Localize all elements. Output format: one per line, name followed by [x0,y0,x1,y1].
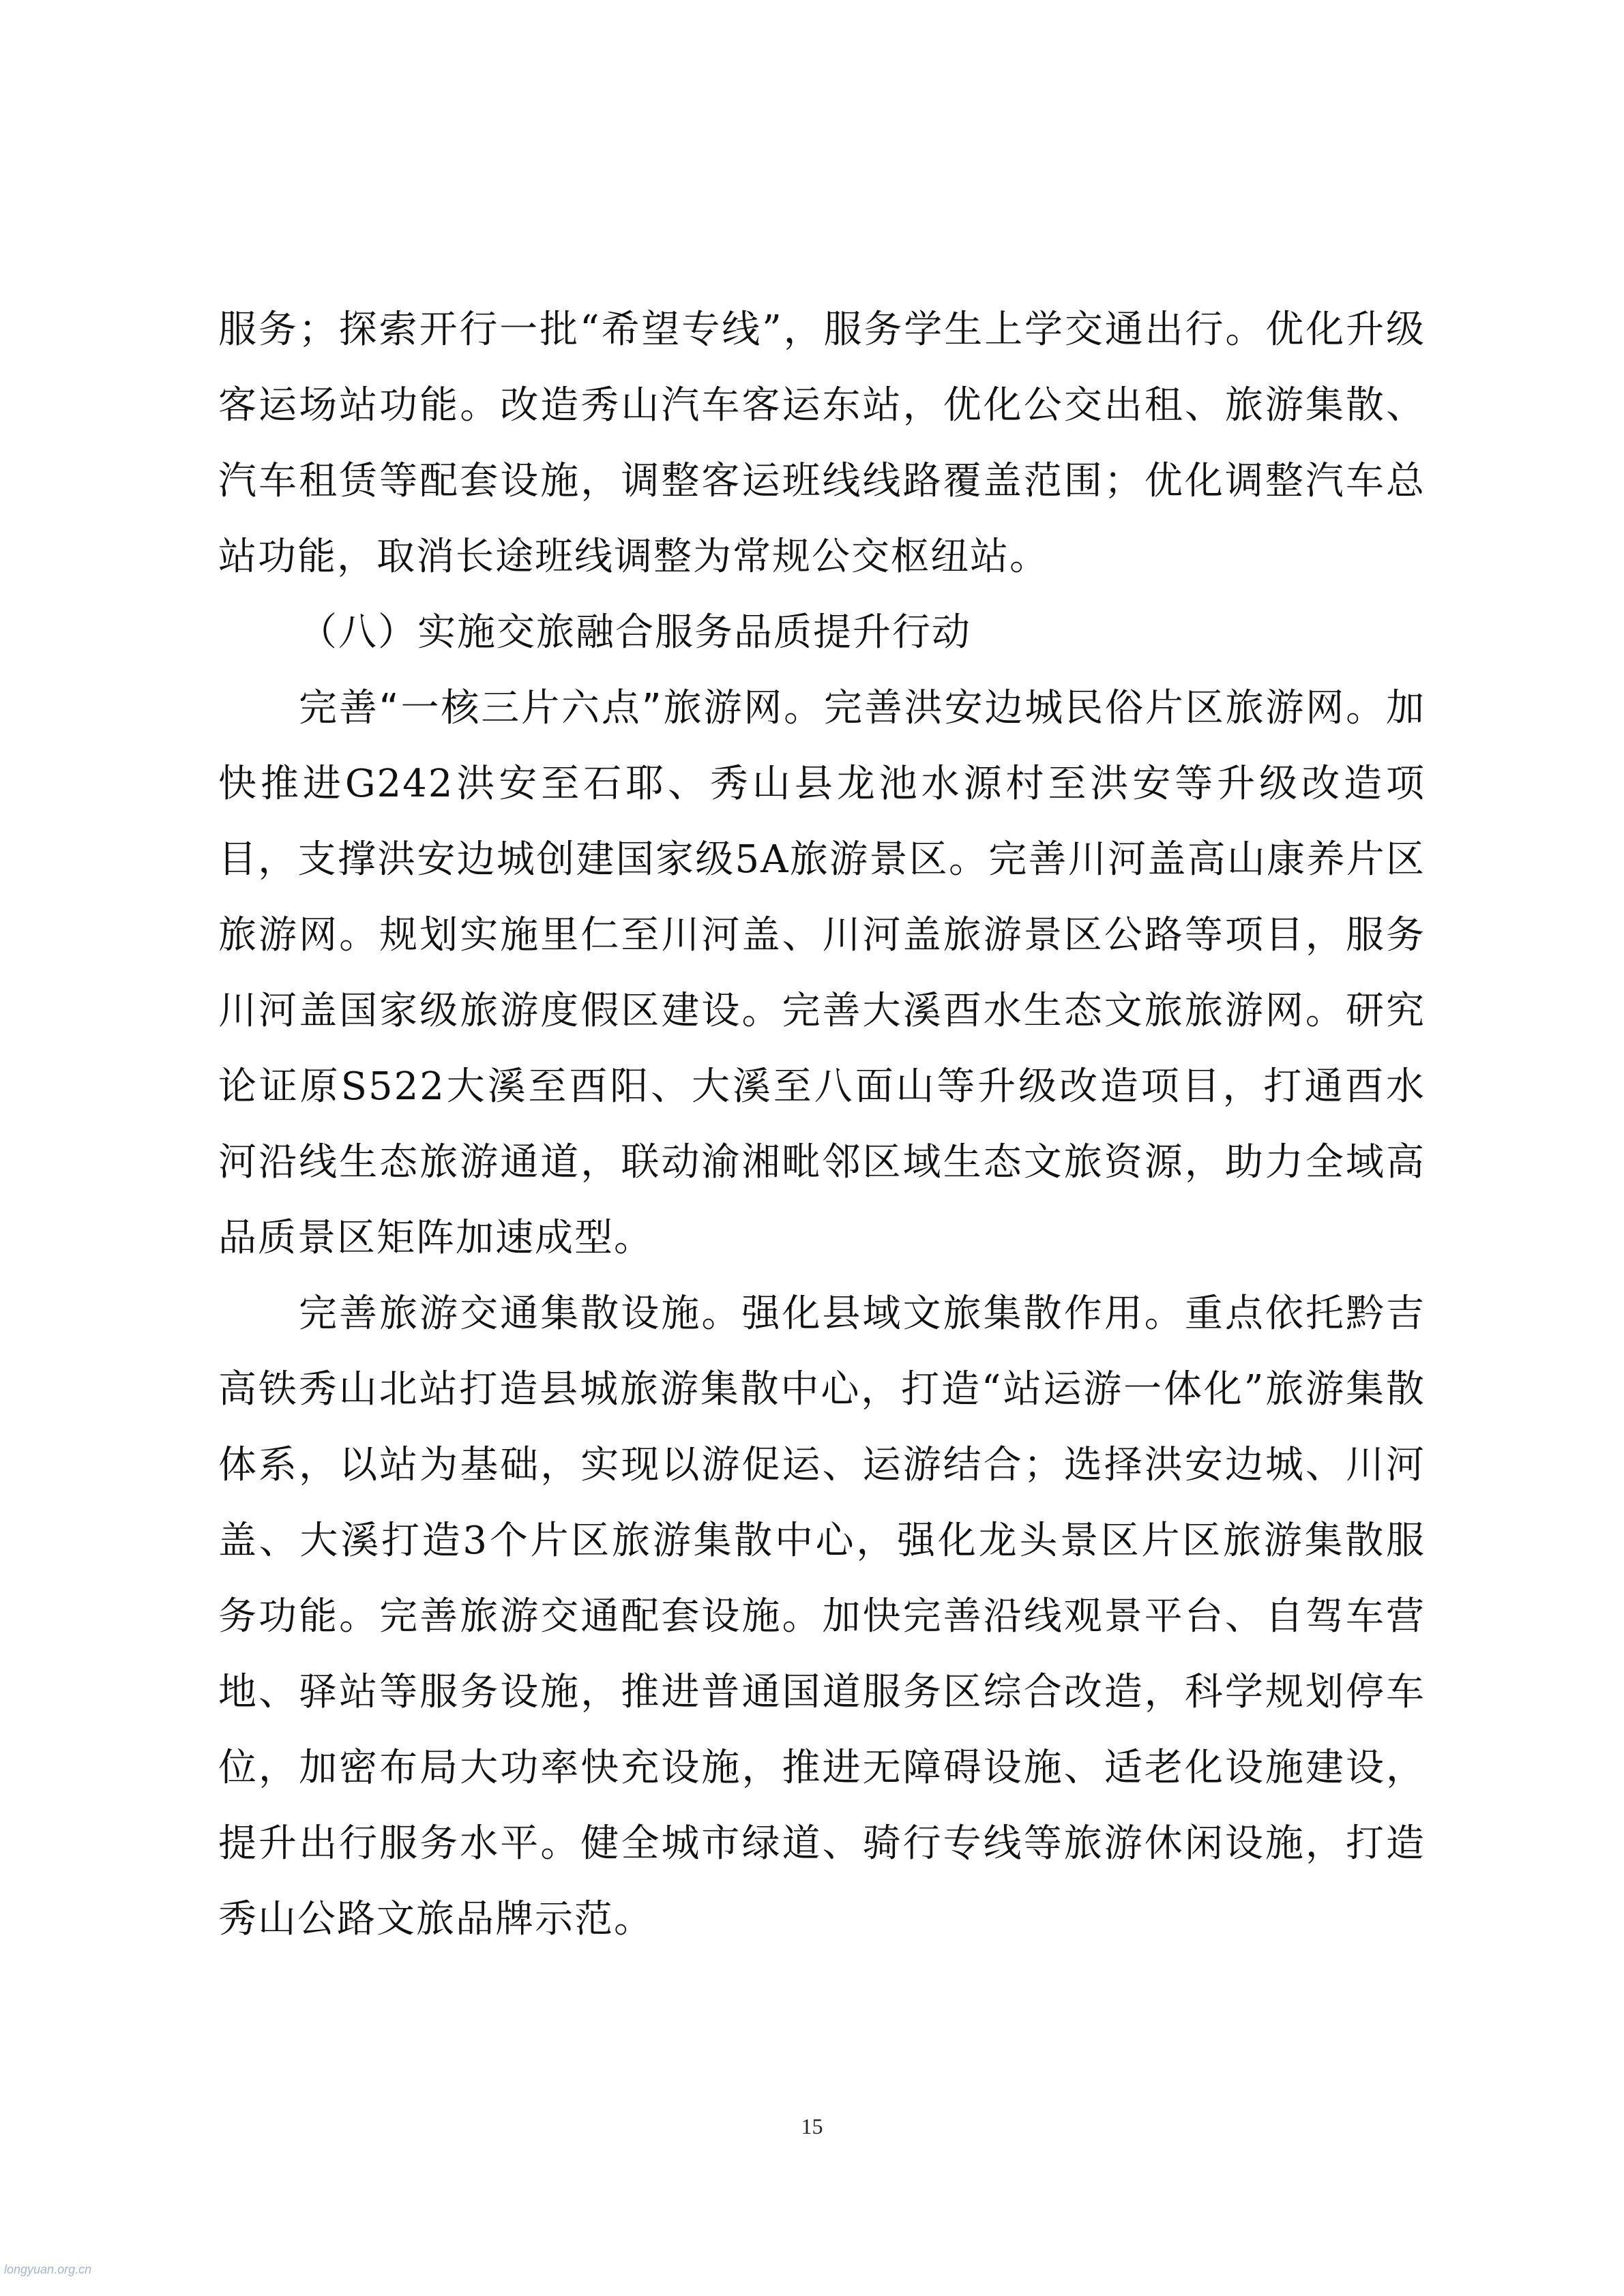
section-heading: （八）实施交旅融合服务品质提升行动 [299,610,971,655]
paragraph-lead-title: 完善旅游交通集散设施。 [299,1292,742,1336]
paragraph-tourism-facilities [218,1276,1426,1957]
body-text [218,292,1426,1957]
paragraph-body: 强化县域文旅集散作用。重点依托黔吉高铁秀山北站打造县城旅游集散中心，打造“站运游一体化”旅游集散体系，以站为基础，实现以游促运、运游结合；选择洪安边城、川河盖、大溪打造3个片区旅游集散中心，强化龙头景区片区旅游集散服务功能。完善旅游交通配套设施。加快完善沿线观景平台、自驾车营地、驿站等服务设施，推进普通国道服务区综合改造，科学规划停车位，加密布局大功率快充设施，推进无障碍设施、适老化设施建设，提升出行服务水平。健全城市绿道、骑行专线等旅游休闲设施，打造秀山公路文旅品牌示范。 [218,1292,1426,1941]
paragraph-tourism-network [218,670,1426,1276]
paragraph-lead-title: 完善“一核三片六点”旅游网。 [299,686,825,730]
paragraph-body: 完善洪安边城民俗片区旅游网。加快推进G242洪安至石耶、秀山县龙池水源村至洪安等升级改造项目，支撑洪安边城创建国家级5A旅游景区。完善川河盖高山康养片区旅游网。规划实施里仁至川河盖、川河盖旅游景区公路等项目，服务川河盖国家级旅游度假区建设。完善大溪酉水生态文旅旅游网。研究论证原S522大溪至酉阳、大溪至八面山等升级改造项目，打通酉水河沿线生态旅游通道，联动渝湘毗邻区域生态文旅资源，助力全域高品质景区矩阵加速成型。 [218,686,1426,1260]
page-number: 15 [801,2114,823,2138]
watermark-text: longyuan.org.cn [4,2263,92,2276]
paragraph-continuation: 服务；探索开行一批“希望专线”，服务学生上学交通出行。优化升级客运场站功能。改造秀山汽车客运东站，优化公交出租、旅游集散、汽车租赁等配套设施，调整客运班线线路覆盖范围；优化调整汽车总站功能，取消长途班线调整为常规公交枢纽站。 [218,308,1426,579]
